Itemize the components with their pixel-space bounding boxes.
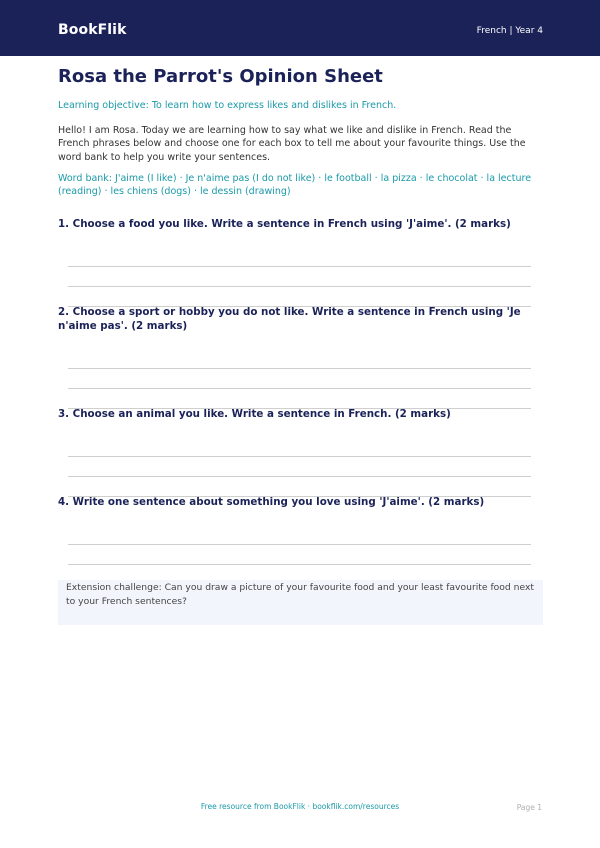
page-title: Rosa the Parrot's Opinion Sheet (58, 66, 383, 87)
answer-line[interactable] (68, 368, 531, 369)
subject-year-label: French | Year 4 (476, 26, 543, 36)
intro-text: Hello! I am Rosa. Today we are learning how to say what we like and dislike in French. Read the French phrases below and choose one for each box to tell me about your favourite things. Use the word bank to help you write your sentences. (58, 125, 526, 163)
answer-line[interactable] (68, 564, 531, 565)
page-header (0, 0, 600, 56)
answer-line[interactable] (68, 476, 531, 477)
answer-line[interactable] (68, 456, 531, 457)
word-bank: Word bank: J'aime (I like) · Je n'aime pas (I do not like) · le football · la pizza · le chocolat · la lecture (reading) · les chiens (dogs) · le dessin (drawing) (58, 173, 532, 198)
footer-text: Free resource from BookFlik · bookflik.com/resources (200, 802, 400, 811)
extension-challenge-box (58, 580, 543, 625)
answer-line[interactable] (68, 286, 531, 287)
page-number: Page 1 (516, 803, 542, 812)
question-1: 1. Choose a food you like. Write a sentence in French using 'J'aime'. (2 marks) (58, 218, 511, 230)
extension-challenge-text: Extension challenge: Can you draw a picture of your favourite food and your least favourite food next to your French sentences? (66, 582, 535, 607)
question-4: 4. Write one sentence about something you love using 'J'aime'. (2 marks) (58, 496, 485, 508)
learning-objective: Learning objective: To learn how to express likes and dislikes in French. (58, 100, 397, 111)
answer-line[interactable] (68, 266, 531, 267)
answer-line[interactable] (68, 544, 531, 545)
question-3: 3. Choose an animal you like. Write a sentence in French. (2 marks) (58, 408, 451, 420)
answer-line[interactable] (68, 388, 531, 389)
question-2: 2. Choose a sport or hobby you do not like. Write a sentence in French using 'Je n'aime pas'. (2 marks) (58, 306, 521, 332)
brand-logo: BookFlik (58, 22, 127, 38)
